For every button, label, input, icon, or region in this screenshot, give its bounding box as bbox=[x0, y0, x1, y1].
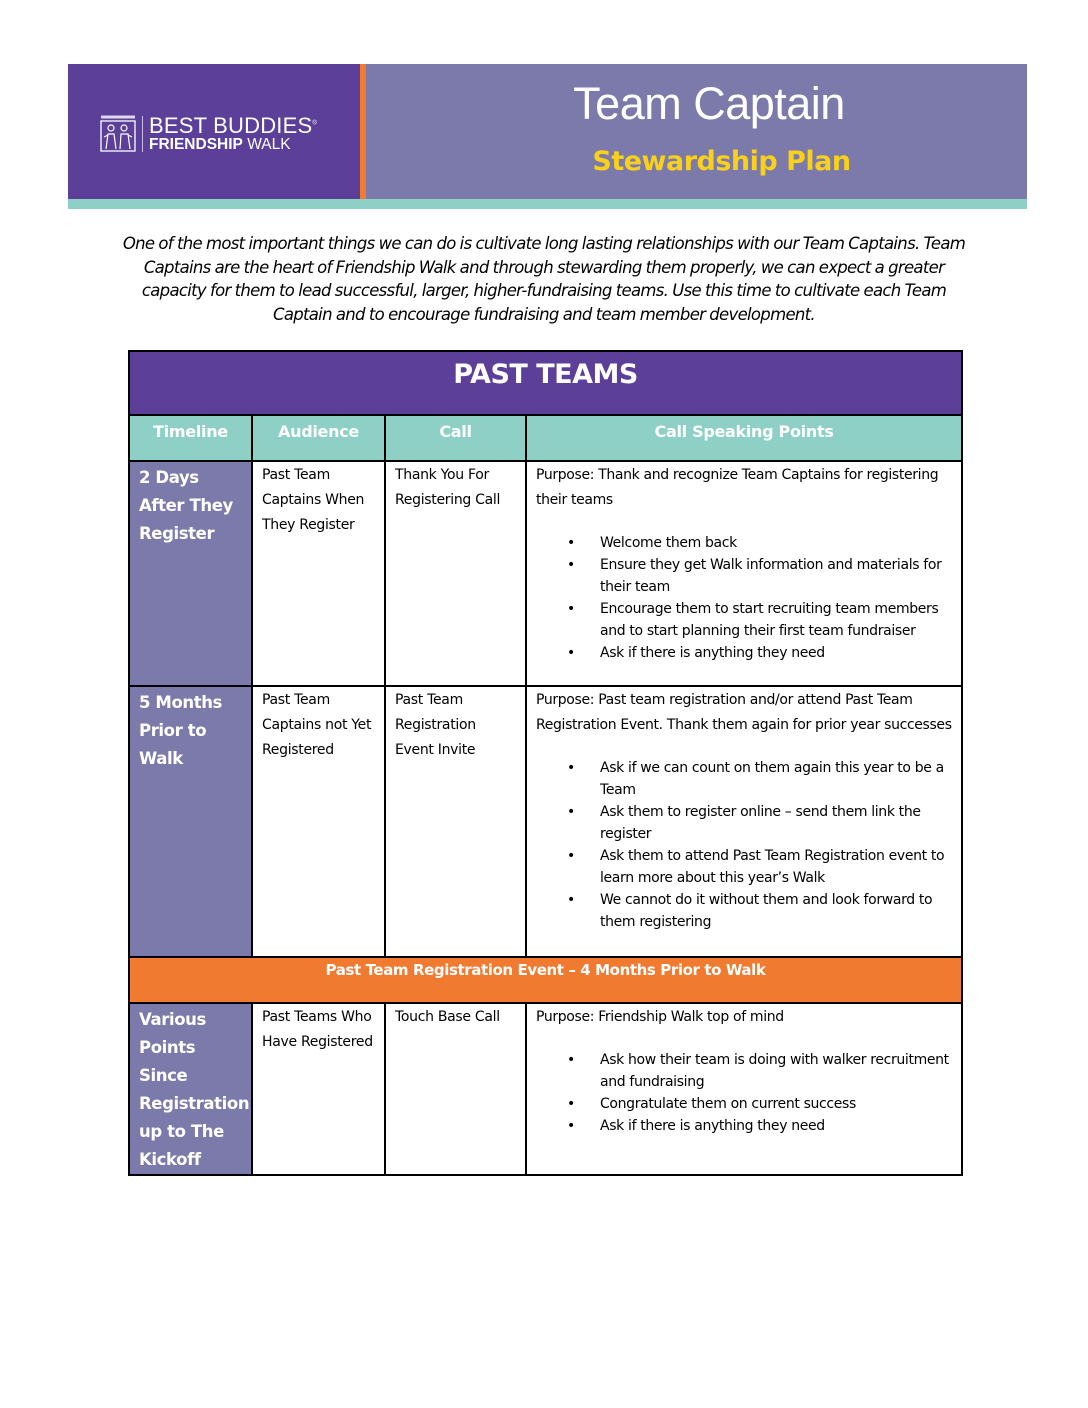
page-subtitle-text: Stewardship Plan bbox=[592, 146, 851, 177]
column-header-call bbox=[385, 415, 526, 461]
bullet-item: • Ask if there is anything they need bbox=[600, 642, 955, 664]
timeline-cell: Various Points Since Registration up to The Kickoff bbox=[129, 1003, 252, 1175]
call-cell: Touch Base Call bbox=[385, 1003, 526, 1175]
column-header-label: Timeline bbox=[153, 422, 228, 441]
page-subtitle bbox=[366, 146, 1027, 177]
section-header bbox=[129, 351, 962, 415]
speaking-points-cell bbox=[526, 1003, 962, 1175]
speaking-points-cell bbox=[526, 461, 962, 686]
column-header-label: Audience bbox=[278, 422, 359, 441]
speaking-points-cell bbox=[526, 686, 962, 957]
table-row bbox=[129, 1003, 962, 1175]
bullet-list bbox=[536, 757, 955, 933]
bullet-item: • Ask if there is anything they need bbox=[600, 1115, 955, 1137]
bullet-item: • Congratulate them on current success bbox=[600, 1093, 955, 1115]
bullet-item: • Ensure they get Walk information and materials for their team bbox=[600, 554, 955, 598]
page-title bbox=[366, 78, 1027, 130]
logo-divider bbox=[142, 116, 143, 152]
logo-figures-icon bbox=[100, 115, 136, 153]
event-banner bbox=[129, 957, 962, 1003]
column-header-speaking-points bbox=[526, 415, 962, 461]
bullet-item: • We cannot do it without them and look forward to them registering bbox=[600, 889, 955, 933]
column-header-label: Call Speaking Points bbox=[654, 422, 834, 441]
audience-cell: Past Team Captains not Yet Registered bbox=[252, 686, 385, 957]
bullet-list bbox=[536, 1049, 955, 1137]
audience-cell: Past Teams Who Have Registered bbox=[252, 1003, 385, 1175]
logo-line1: BEST BUDDIES bbox=[149, 113, 313, 139]
column-header-audience bbox=[252, 415, 385, 461]
bullet-item: • Ask if we can count on them again this year to be a Team bbox=[600, 757, 955, 801]
column-header-timeline bbox=[129, 415, 252, 461]
audience-cell: Past Team Captains When They Register bbox=[252, 461, 385, 686]
event-banner-row bbox=[129, 957, 962, 1003]
stewardship-table bbox=[128, 350, 963, 1176]
table-row bbox=[129, 461, 962, 686]
intro-paragraph: One of the most important things we can do is cultivate long lasting relationships with our Team Captains. Team Captains are the heart of Friendship Walk and through stewarding them properly, we can expect a greater capacity for them to lead successful, larger, higher-fundraising teams. Use this time to cultivate each Team Captain and to encourage fundraising and team member development. bbox=[122, 234, 966, 324]
timeline-cell: 5 Months Prior to Walk bbox=[129, 686, 252, 957]
bullet-item: • Welcome them back bbox=[600, 532, 955, 554]
registered-mark: ® bbox=[312, 120, 317, 127]
bullet-item: • Ask how their team is doing with walker recruitment and fundraising bbox=[600, 1049, 955, 1093]
page-title-text: Team Captain bbox=[573, 78, 845, 129]
call-cell: Thank You For Registering Call bbox=[385, 461, 526, 686]
logo-line2-bold: FRIENDSHIP bbox=[149, 136, 243, 154]
table-row bbox=[129, 686, 962, 957]
timeline-cell: 2 Days After They Register bbox=[129, 461, 252, 686]
section-title: PAST TEAMS bbox=[453, 359, 638, 390]
logo-wordmark bbox=[149, 115, 317, 153]
event-banner-text: Past Team Registration Event – 4 Months Prior to Walk bbox=[325, 961, 766, 979]
bullet-item: • Encourage them to start recruiting team members and to start planning their first team fundraiser bbox=[600, 598, 955, 642]
banner-logo-panel bbox=[68, 64, 360, 199]
header-banner bbox=[68, 64, 1027, 199]
purpose-text: Purpose: Friendship Walk top of mind bbox=[536, 1009, 784, 1025]
bullet-item: • Ask them to register online – send them link the register bbox=[600, 801, 955, 845]
call-cell: Past Team Registration Event Invite bbox=[385, 686, 526, 957]
purpose-text: Purpose: Past team registration and/or attend Past Team Registration Event. Thank them again for prior year successes bbox=[536, 692, 952, 733]
best-buddies-logo bbox=[100, 114, 340, 154]
logo-line2-regular: WALK bbox=[247, 136, 291, 154]
banner-teal-rule bbox=[68, 199, 1027, 209]
bullet-item: • Ask them to attend Past Team Registration event to learn more about this year’s Walk bbox=[600, 845, 955, 889]
bullet-list bbox=[536, 532, 955, 664]
purpose-text: Purpose: Thank and recognize Team Captains for registering their teams bbox=[536, 467, 939, 508]
column-header-label: Call bbox=[439, 422, 472, 441]
